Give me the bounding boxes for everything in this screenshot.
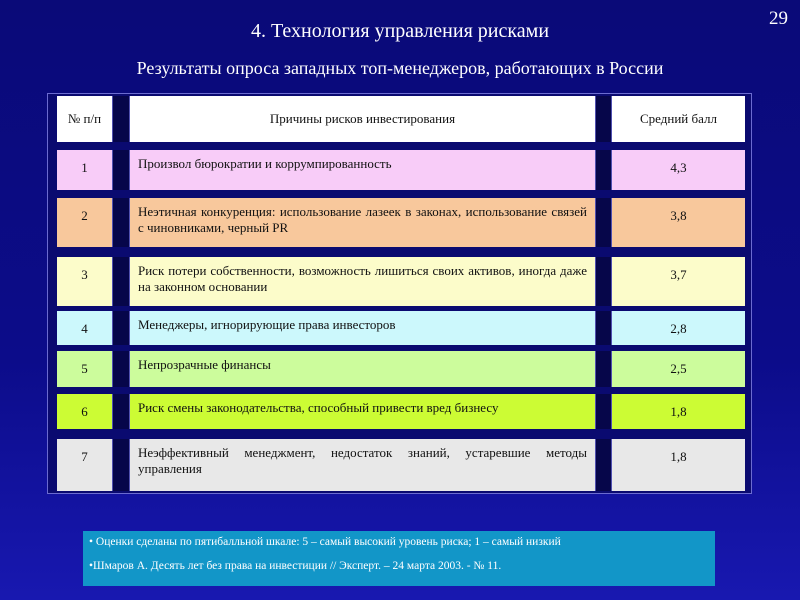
notes-box xyxy=(83,531,715,586)
column-spacer xyxy=(595,257,612,306)
cell-reason: Риск потери собственности, возможность лишиться своих активов, иногда даже на законном основании xyxy=(130,257,595,306)
cell-reason: Произвол бюрократии и коррумпированность xyxy=(130,150,595,190)
cell-score: 4,3 xyxy=(612,150,745,190)
cell-num: 5 xyxy=(57,351,112,387)
column-spacer xyxy=(595,311,612,345)
cell-num: 1 xyxy=(57,150,112,190)
slide-title: 4. Технология управления рисками xyxy=(250,20,550,42)
column-spacer xyxy=(112,439,130,491)
cell-score: 2,5 xyxy=(612,351,745,387)
risk-table xyxy=(47,93,752,494)
cell-score: 3,8 xyxy=(612,198,745,247)
column-spacer xyxy=(595,198,612,247)
cell-num: 3 xyxy=(57,257,112,306)
cell-score: 2,8 xyxy=(612,311,745,345)
cell-score: 3,7 xyxy=(612,257,745,306)
column-spacer xyxy=(112,351,130,387)
column-spacer xyxy=(595,96,612,142)
slide-subtitle: Результаты опроса западных топ-менеджеров, работающих в России xyxy=(136,58,664,78)
cell-reason: Риск смены законодательства, способный привести вред бизнесу xyxy=(130,394,595,429)
column-spacer xyxy=(595,439,612,491)
column-spacer xyxy=(112,311,130,345)
cell-reason: Неэтичная конкуренция: использование лазеек в законах, использование связей с чиновниками, черный PR xyxy=(130,198,595,247)
cell-num: 6 xyxy=(57,394,112,429)
column-spacer xyxy=(595,150,612,190)
column-spacer xyxy=(595,351,612,387)
cell-num: 4 xyxy=(57,311,112,345)
column-spacer xyxy=(112,257,130,306)
cell-reason: Непрозрачные финансы xyxy=(130,351,595,387)
column-spacer xyxy=(112,150,130,190)
column-spacer xyxy=(112,394,130,429)
header-num: № п/п xyxy=(57,96,112,142)
cell-num: 7 xyxy=(57,439,112,491)
cell-score: 1,8 xyxy=(612,394,745,429)
cell-num: 2 xyxy=(57,198,112,247)
page-number: 29 xyxy=(769,8,788,29)
column-spacer xyxy=(112,198,130,247)
note-source: •Шмаров А. Десять лет без права на инвестиции // Эксперт. – 24 марта 2003. - № 11. xyxy=(89,560,502,572)
column-spacer xyxy=(112,96,130,142)
header-reason: Причины рисков инвестирования xyxy=(130,96,595,142)
cell-reason: Неэффективный менеджмент, недостаток знаний, устаревшие методы управления xyxy=(130,439,595,491)
cell-reason: Менеджеры, игнорирующие права инвесторов xyxy=(130,311,595,345)
header-score: Средний балл xyxy=(612,96,745,142)
cell-score: 1,8 xyxy=(612,439,745,491)
column-spacer xyxy=(595,394,612,429)
note-scale: • Оценки сделаны по пятибалльной шкале: 5 – самый высокий уровень риска; 1 – самый низкий xyxy=(89,536,561,548)
